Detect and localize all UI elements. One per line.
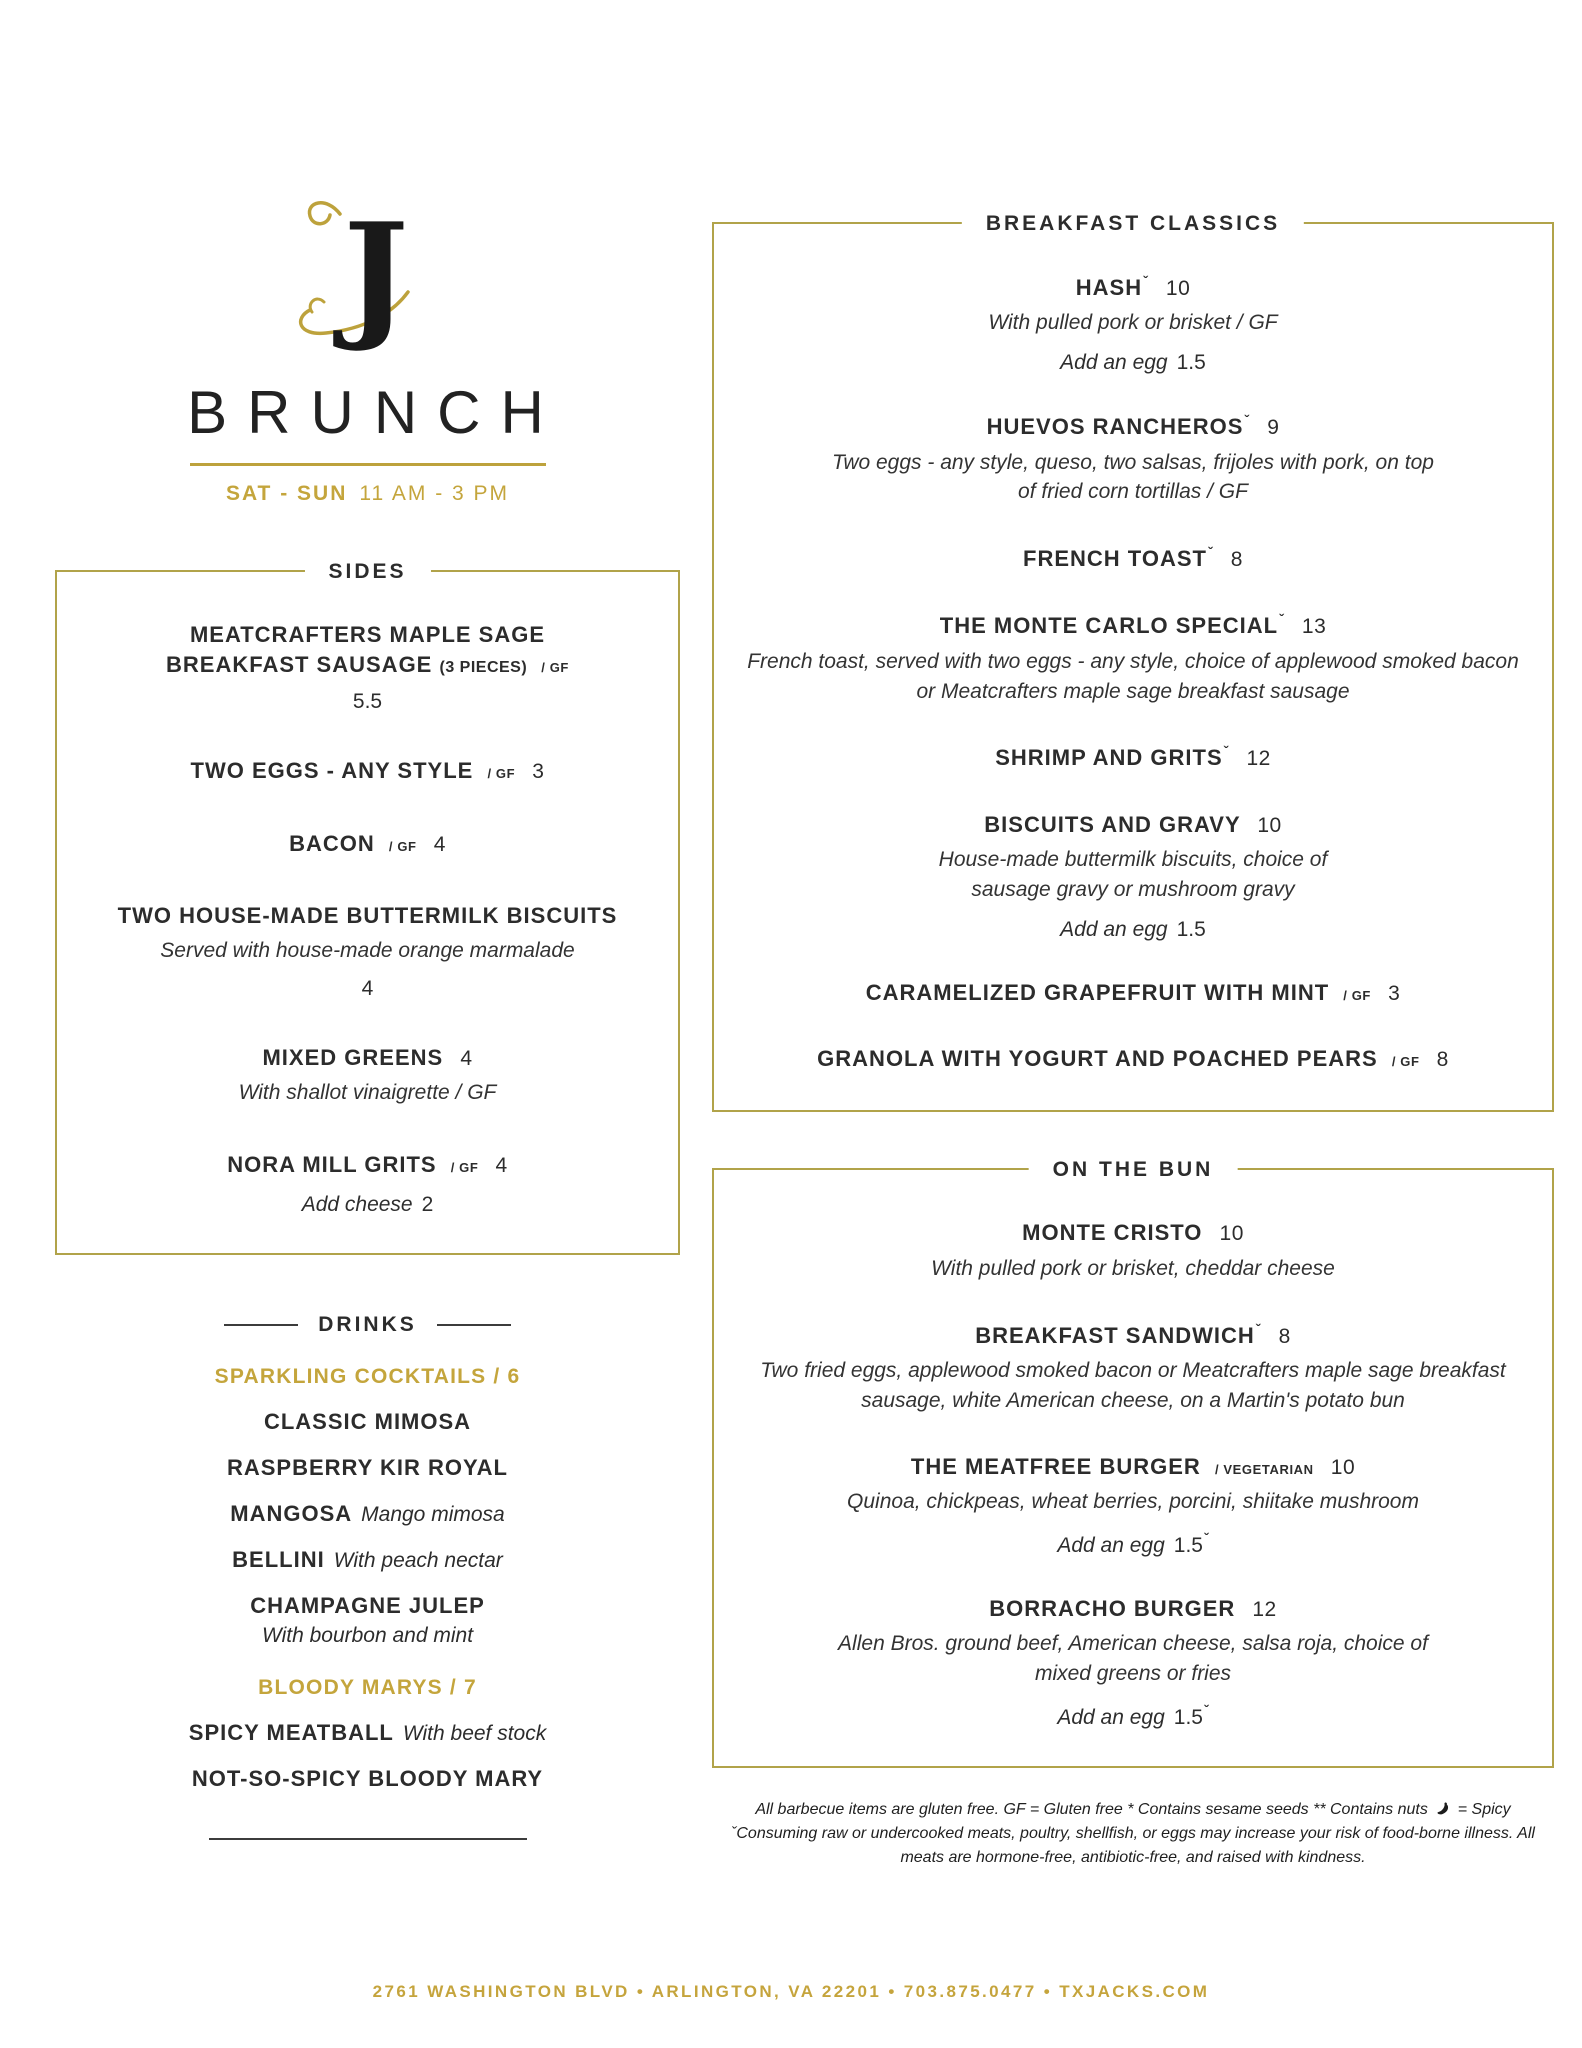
item-name-text: GRANOLA WITH YOGURT AND POACHED PEARS bbox=[817, 1046, 1378, 1072]
hours-line bbox=[55, 482, 680, 506]
item-price: 10 bbox=[1219, 1222, 1244, 1246]
raw-mark: ˇ bbox=[1223, 743, 1230, 760]
sides-title: SIDES bbox=[304, 560, 430, 584]
chili-icon bbox=[1435, 1801, 1450, 1816]
item-description: Served with house-made orange marmalade bbox=[160, 938, 575, 962]
item-name bbox=[740, 610, 1526, 641]
gf-tag: / GF bbox=[1343, 987, 1371, 1003]
item-price: 4 bbox=[495, 1153, 508, 1177]
drink-description: With beef stock bbox=[402, 1722, 547, 1746]
item-price: 3 bbox=[1388, 981, 1401, 1005]
drink-item-classic-mimosa: CLASSIC MIMOSA bbox=[263, 1409, 472, 1435]
item-name-text: MEATCRAFTERS MAPLE SAGE BREAKFAST SAUSAGE bbox=[166, 622, 546, 677]
item-price: 4 bbox=[361, 976, 374, 1000]
gf-tag: / GF bbox=[388, 838, 417, 854]
footnotes bbox=[712, 1798, 1554, 1870]
breakfast-classics-title: BREAKFAST CLASSICS bbox=[962, 212, 1304, 236]
hours-days: SAT - SUN bbox=[225, 482, 348, 505]
item-name-text: BREAKFAST SANDWICH bbox=[975, 1322, 1255, 1348]
raw-mark: ˇ bbox=[1203, 1701, 1209, 1718]
logo-letter: J bbox=[342, 192, 409, 355]
item-name bbox=[83, 1150, 652, 1180]
item-price: 13 bbox=[1301, 615, 1327, 639]
logo-j-icon bbox=[282, 188, 454, 356]
left-column bbox=[55, 186, 680, 1840]
on-the-bun-title: ON THE BUN bbox=[1029, 1158, 1238, 1182]
menu-item-granola bbox=[740, 1044, 1526, 1074]
item-name-text: HASH bbox=[1075, 275, 1143, 300]
gf-tag: / GF bbox=[1391, 1054, 1420, 1070]
item-price: 8 bbox=[1278, 1324, 1291, 1348]
item-price: 10 bbox=[1257, 813, 1282, 837]
item-price: 12 bbox=[1252, 1597, 1277, 1621]
item-price: 9 bbox=[1267, 416, 1280, 440]
drink-item-raspberry-kir-royal: RASPBERRY KIR ROYAL bbox=[226, 1455, 508, 1481]
item-name-text: TWO EGGS - ANY STYLE bbox=[190, 758, 474, 784]
gf-tag: / GF bbox=[450, 1159, 479, 1175]
menu-item-breakfast-sandwich bbox=[740, 1320, 1526, 1416]
item-description: Two fried eggs, applewood smoked bacon or Meatcrafters maple sage breakfast sausage, white American cheese, on a Martin's potato bun bbox=[760, 1358, 1506, 1412]
item-name bbox=[740, 810, 1526, 840]
item-name-text: BISCUITS AND GRAVY bbox=[984, 811, 1241, 837]
menu-item-mixed-greens bbox=[83, 1043, 652, 1108]
addon-label: Add an egg bbox=[1057, 1533, 1165, 1557]
item-description: House-made buttermilk biscuits, choice of sausage gravy or mushroom gravy bbox=[938, 848, 1328, 901]
drink-description: With bourbon and mint bbox=[261, 1624, 474, 1648]
item-name-text: SHRIMP AND GRITS bbox=[995, 745, 1223, 771]
breakfast-classics-section bbox=[712, 212, 1554, 1112]
item-price: 10 bbox=[1165, 277, 1191, 300]
item-description: Quinoa, chickpeas, wheat berries, porcini, shiitake mushroom bbox=[847, 1489, 1419, 1513]
item-addon bbox=[740, 918, 1526, 942]
drink-item-champagne-julep bbox=[55, 1593, 680, 1648]
drink-name: SPICY MEATBALL bbox=[188, 1720, 394, 1746]
item-addon bbox=[740, 1530, 1526, 1558]
addon-label: Add cheese bbox=[301, 1193, 413, 1217]
addon-price: 1.5 bbox=[1176, 917, 1206, 941]
drink-item-mangosa bbox=[55, 1501, 680, 1527]
title-rule-left bbox=[224, 1324, 298, 1326]
drink-item-spicy-meatball bbox=[55, 1720, 680, 1746]
item-addon bbox=[740, 1702, 1526, 1730]
menu-title: BRUNCH bbox=[187, 379, 564, 446]
item-name-text: THE MONTE CARLO SPECIAL bbox=[939, 613, 1279, 639]
menu-item-breakfast-sausage bbox=[83, 620, 652, 714]
menu-item-borracho-burger bbox=[740, 1594, 1526, 1730]
menu-item-french-toast bbox=[740, 543, 1526, 574]
drinks-title-row bbox=[55, 1313, 680, 1337]
drink-category-sparkling: SPARKLING COCKTAILS / 6 bbox=[214, 1365, 521, 1389]
menu-item-biscuits-and-gravy bbox=[740, 810, 1526, 942]
drink-name: CHAMPAGNE JULEP bbox=[250, 1593, 485, 1619]
item-addon bbox=[83, 1193, 652, 1217]
raw-mark: ˇ bbox=[1207, 544, 1214, 561]
menu-item-hash bbox=[740, 272, 1526, 375]
item-name bbox=[740, 1044, 1526, 1074]
raw-mark: ˇ bbox=[1143, 273, 1149, 289]
raw-mark: ˇ bbox=[1255, 1320, 1262, 1337]
menu-item-nora-mill-grits bbox=[83, 1150, 652, 1217]
addon-label: Add an egg bbox=[1060, 351, 1168, 375]
item-name-text: HUEVOS RANCHEROS bbox=[986, 414, 1244, 440]
address-footer: 2761 WASHINGTON BLVD • ARLINGTON, VA 22201 • 703.875.0477 • TXJACKS.COM bbox=[372, 1982, 1210, 2001]
hours-time: 11 AM - 3 PM bbox=[359, 482, 510, 505]
drink-item-not-so-spicy: NOT-SO-SPICY BLOODY MARY bbox=[191, 1766, 544, 1792]
item-description: Allen Bros. ground beef, American cheese, salsa roja, choice of mixed greens or fries bbox=[838, 1632, 1428, 1685]
addon-price: 1.5 bbox=[1173, 1533, 1203, 1557]
footnote-line1-pre: All barbecue items are gluten free. GF = Gluten free * Contains sesame seeds ** Contains nuts bbox=[755, 1800, 1428, 1818]
item-name-text: THE MEATFREE BURGER bbox=[910, 1453, 1201, 1479]
item-name bbox=[83, 829, 652, 859]
drink-item-bellini bbox=[55, 1547, 680, 1573]
addon-price: 1.5 bbox=[1173, 1705, 1203, 1729]
item-name-text: MONTE CRISTO bbox=[1022, 1220, 1203, 1246]
drinks-title: DRINKS bbox=[318, 1313, 417, 1337]
raw-mark: ˇ bbox=[1244, 412, 1251, 429]
item-name-text: NORA MILL GRITS bbox=[227, 1151, 437, 1177]
item-description: With pulled pork or brisket / GF bbox=[988, 311, 1278, 335]
addon-label: Add an egg bbox=[1060, 917, 1168, 941]
title-underline bbox=[190, 463, 546, 466]
addon-price: 1.5 bbox=[1176, 351, 1206, 375]
item-name bbox=[740, 543, 1526, 574]
item-name-text: FRENCH TOAST bbox=[1023, 546, 1207, 572]
item-name bbox=[740, 1320, 1526, 1351]
on-the-bun-section bbox=[712, 1158, 1554, 1767]
item-qualifier: (3 PIECES) bbox=[439, 658, 528, 676]
item-name: TWO HOUSE-MADE BUTTERMILK BISCUITS bbox=[117, 903, 618, 929]
right-column bbox=[712, 212, 1554, 1870]
drink-description: Mango mimosa bbox=[361, 1503, 505, 1527]
item-price: 8 bbox=[1230, 548, 1243, 572]
item-description: French toast, served with two eggs - any style, choice of applewood smoked bacon or Meatcrafters maple sage breakfast sausage bbox=[747, 649, 1519, 703]
item-name-text: BORRACHO BURGER bbox=[989, 1595, 1236, 1621]
menu-item-caramelized-grapefruit bbox=[740, 978, 1526, 1008]
item-name-text: CARAMELIZED GRAPEFRUIT WITH MINT bbox=[865, 979, 1330, 1005]
item-name-text: BACON bbox=[289, 830, 375, 856]
menu-item-monte-carlo-special bbox=[740, 610, 1526, 706]
item-price: 10 bbox=[1330, 1455, 1356, 1479]
menu-item-huevos-rancheros bbox=[740, 411, 1526, 507]
item-name-text: MIXED GREENS bbox=[262, 1044, 444, 1070]
menu-item-shrimp-and-grits bbox=[740, 742, 1526, 773]
item-name bbox=[740, 272, 1526, 303]
drink-name: MANGOSA bbox=[230, 1501, 353, 1527]
drinks-end-divider bbox=[209, 1838, 527, 1840]
item-name bbox=[133, 620, 603, 679]
item-description: With shallot vinaigrette / GF bbox=[238, 1080, 497, 1104]
menu-item-bacon bbox=[83, 829, 652, 859]
item-addon bbox=[740, 351, 1526, 375]
menu-item-buttermilk-biscuits bbox=[83, 901, 652, 1001]
vegetarian-tag: / VEGETARIAN bbox=[1214, 1461, 1314, 1477]
drink-description: With peach nectar bbox=[333, 1549, 503, 1573]
item-name bbox=[740, 1594, 1526, 1624]
addon-price: 2 bbox=[421, 1193, 434, 1217]
drink-name: BELLINI bbox=[232, 1547, 325, 1573]
item-price: 8 bbox=[1436, 1048, 1449, 1072]
drinks-section bbox=[55, 1313, 680, 1840]
item-price: 12 bbox=[1246, 747, 1271, 771]
item-price: 3 bbox=[532, 760, 545, 784]
item-description: Two eggs - any style, queso, two salsas, frijoles with pork, on top of fried corn tortillas / GF bbox=[832, 450, 1434, 504]
logo bbox=[55, 186, 680, 356]
addon-label: Add an egg bbox=[1057, 1705, 1165, 1729]
item-price: 5.5 bbox=[352, 690, 383, 714]
menu-item-meatfree-burger bbox=[740, 1452, 1526, 1558]
footnote-line2: ˇConsuming raw or undercooked meats, poultry, shellfish, or eggs may increase your risk of food-borne illness. All meats are hormone-free, antibiotic-free, and raised with kindness. bbox=[731, 1824, 1535, 1866]
menu-item-monte-cristo bbox=[740, 1218, 1526, 1283]
drink-category-bloody-marys: BLOODY MARYS / 7 bbox=[258, 1676, 477, 1700]
footnote-line1-post: = Spicy bbox=[1457, 1800, 1511, 1818]
item-name bbox=[740, 1452, 1526, 1482]
item-price: 4 bbox=[460, 1046, 473, 1070]
item-name bbox=[83, 1043, 652, 1073]
item-name bbox=[740, 978, 1526, 1008]
raw-mark: ˇ bbox=[1203, 1529, 1209, 1546]
gf-tag: / GF bbox=[541, 659, 569, 675]
item-name bbox=[740, 411, 1526, 442]
gf-tag: / GF bbox=[487, 766, 516, 782]
menu-item-two-eggs bbox=[83, 756, 652, 786]
item-name bbox=[83, 756, 652, 786]
item-description: With pulled pork or brisket, cheddar cheese bbox=[931, 1256, 1335, 1280]
item-price: 4 bbox=[433, 832, 446, 856]
item-name bbox=[740, 742, 1526, 773]
title-rule-right bbox=[437, 1324, 511, 1326]
item-name bbox=[740, 1218, 1526, 1248]
sides-section bbox=[55, 560, 680, 1255]
raw-mark: ˇ bbox=[1279, 611, 1285, 628]
